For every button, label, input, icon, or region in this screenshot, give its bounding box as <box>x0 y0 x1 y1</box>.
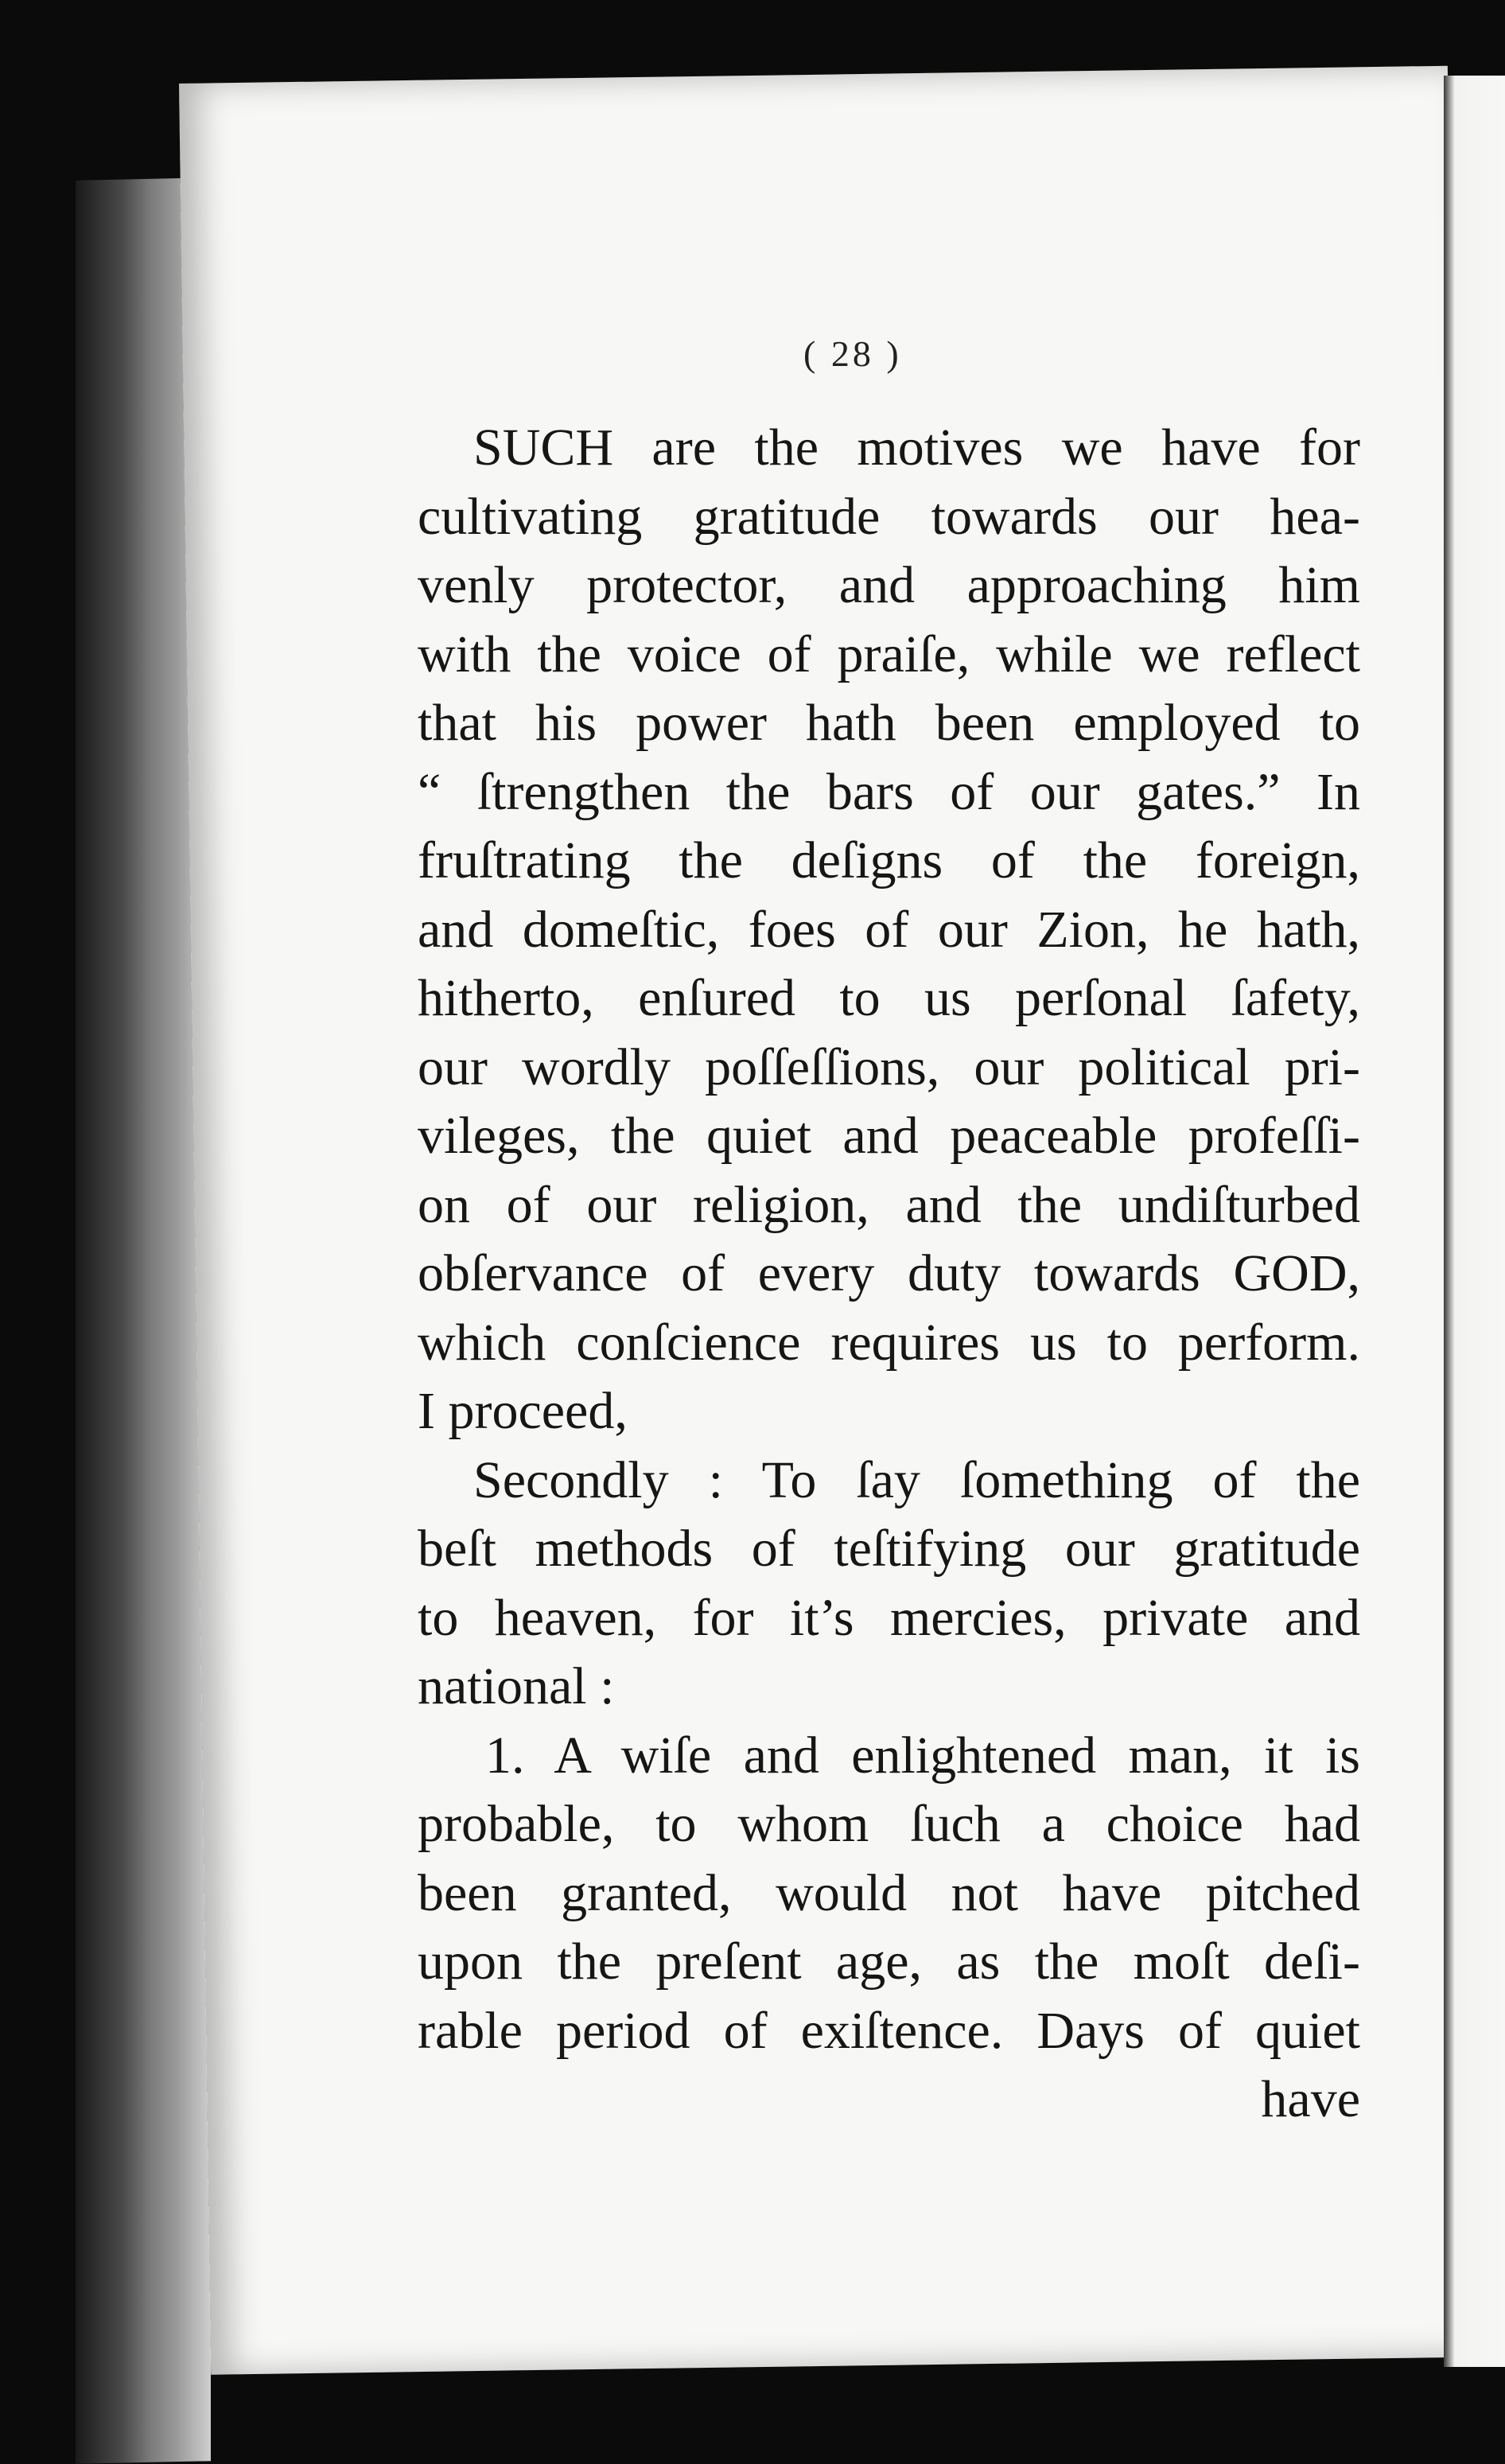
text-line: venly protector, and approaching him <box>418 556 1360 614</box>
text-line: cultivating gratitude towards our hea- <box>418 487 1360 546</box>
text-line: that his power hath been employed to <box>418 694 1360 752</box>
text-line: national : <box>418 1657 615 1715</box>
text-line: our wordly poſſeſſions, our political pri- <box>418 1037 1360 1096</box>
text-line: beſt methods of teſtifying our gratitude <box>418 1520 1360 1578</box>
text-line: and domeſtic, foes of our Zion, he hath, <box>418 900 1360 959</box>
text-line: vileges, the quiet and peaceable profeſſi- <box>418 1107 1360 1165</box>
next-page-edge <box>1444 76 1505 2367</box>
text-line: SUCH are the motives we have for <box>473 418 1360 477</box>
text-line: Secondly : To ſay ſomething of the <box>473 1450 1360 1509</box>
text-line: to heaven, for it’s mercies, private and <box>418 1588 1360 1647</box>
body-text <box>418 414 1360 2135</box>
catchword: have <box>1261 2070 1360 2128</box>
text-line: fruſtrating the deſigns of the foreign, <box>418 831 1360 889</box>
page-number: ( 28 ) <box>803 333 902 374</box>
text-line: hitherto, enſured to us perſonal ſafety, <box>418 969 1360 1027</box>
text-line: I proceed, <box>418 1382 628 1440</box>
text-line: 1. A wiſe and enlightened man, it is <box>485 1726 1360 1785</box>
text-line: probable, to whom ſuch a choice had <box>418 1795 1360 1853</box>
text-line: rable period of exiſtence. Days of quiet <box>418 2001 1360 2060</box>
text-line: with the voice of praiſe, while we reflect <box>418 625 1360 683</box>
text-line: on of our religion, and the undiſturbed <box>418 1175 1360 1234</box>
text-line: “ ſtrengthen the bars of our gates.” In <box>418 762 1360 821</box>
text-line: which conſcience requires us to perform. <box>418 1313 1360 1372</box>
text-line: obſervance of every duty towards GOD, <box>418 1244 1360 1302</box>
text-line: been granted, would not have pitched <box>418 1863 1360 1922</box>
text-line: upon the preſent age, as the moſt deſi- <box>418 1933 1360 1991</box>
